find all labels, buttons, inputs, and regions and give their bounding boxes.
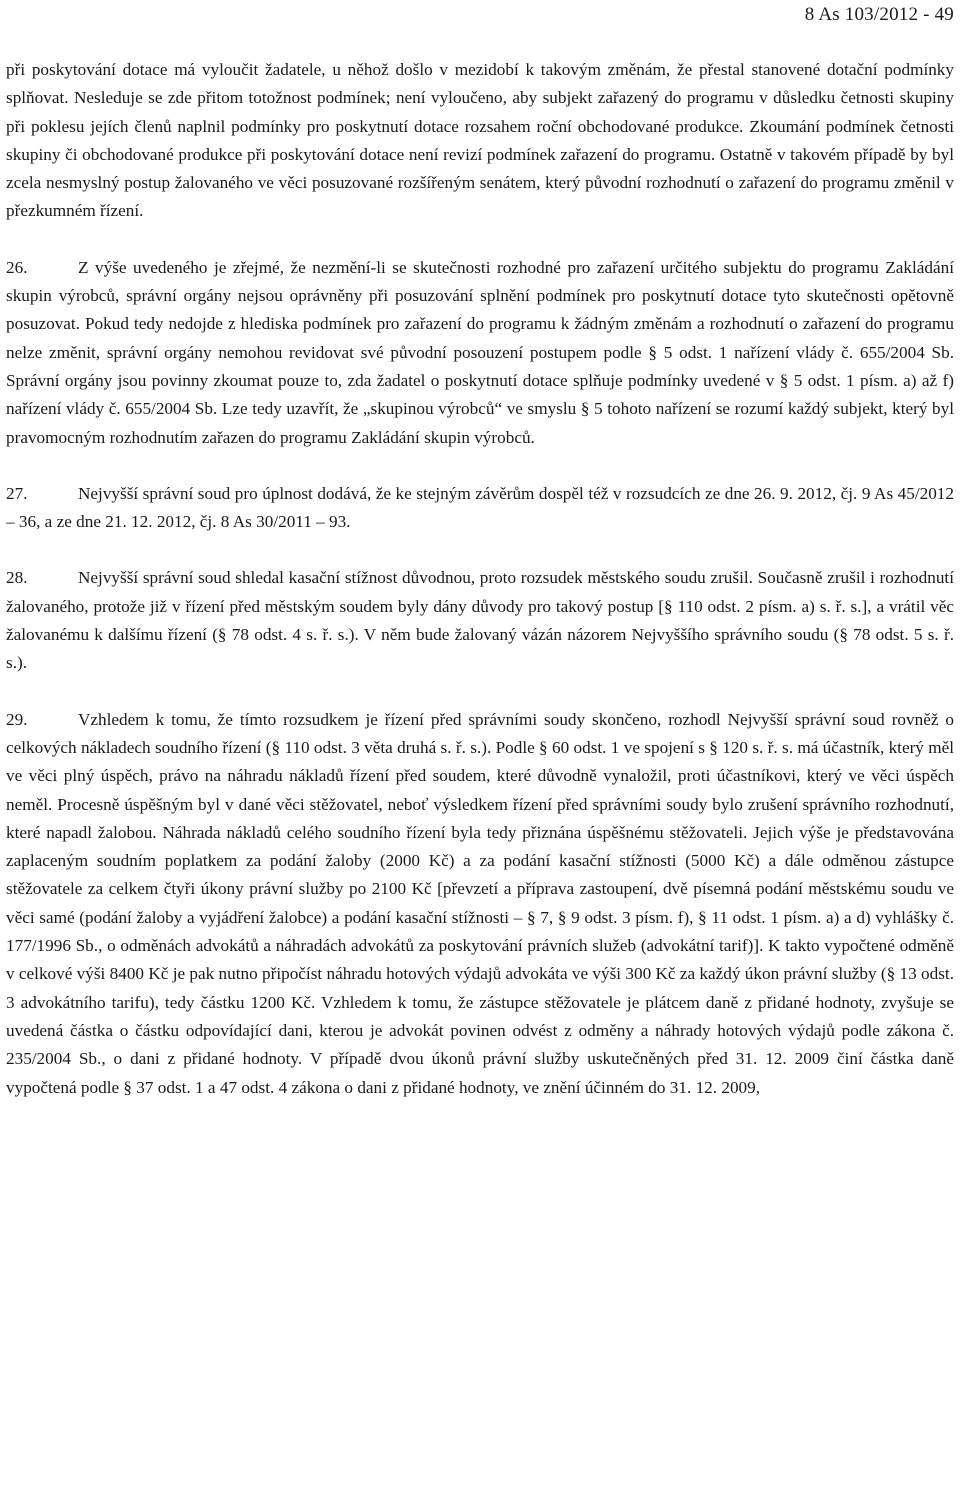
paragraph-27 (6, 480, 954, 537)
paragraph-text: při poskytování dotace má vyloučit žadatele, u něhož došlo v mezidobí k takovým změnám, že přestal stanovené dotační podmínky splňovat. Nesleduje se zde přitom totožnost podmínek; není vyloučeno, aby subjekt zařazený do programu v důsledku četnosti skupiny při poklesu jejích členů naplnil podmínky pro poskytnutí dotace rozsahem roční obchodované produkce. Zkoumání podmínek četnosti skupiny či obchodované produkce při poskytování dotace není revizí podmínek zařazení do programu. Ostatně v takovém případě by byl zcela nesmyslný postup žalovaného ve věci posuzované rozšířeným senátem, který původní rozhodnutí o zařazení do programu změnil v přezkumném řízení. (6, 60, 954, 221)
document-body (6, 56, 954, 1102)
paragraph-text: Vzhledem k tomu, že tímto rozsudkem je řízení před správními soudy skončeno, rozhodl Nejvyšší správní soud rovněž o celkových nákladech soudního řízení (§ 110 odst. 3 věta druhá s. ř. s.). Podle § 60 odst. 1 ve spojení s § 120 s. ř. s. má účastník, který měl ve věci plný úspěch, právo na náhradu nákladů řízení před soudem, které důvodně vynaložil, proti účastníkovi, který ve věci úspěch neměl. Procesně úspěšným byl v dané věci stěžovatel, neboť výsledkem řízení před správními soudy bylo zrušení správního rozhodnutí, které napadl žalobou. Náhrada nákladů celého soudního řízení byla tedy přiznána úspěšnému stěžovateli. Jejich výše je představována zaplaceným soudním poplatkem za podání žaloby (2000 Kč) a za podání kasační stížnosti (5000 Kč) a dále odměnou zástupce stěžovatele za celkem čtyři úkony právní služby po 2100 Kč [převzetí a příprava zastoupení, dvě písemná podání městskému soudu ve věci samé (podání žaloby a vyjádření žalobce) a podání kasační stížnosti – § 7, § 9 odst. 3 písm. f), § 11 odst. 1 písm. a) a d) vyhlášky č. 177/1996 Sb., o odměnách advokátů a náhradách advokátů za poskytování právních služeb (advokátní tarif)]. K takto vypočtené odměně v celkové výši 8400 Kč je pak nutno připočíst náhradu hotových výdajů advokáta ve výši 300 Kč za každý úkon právní služby (§ 13 odst. 3 advokátního tarifu), tedy částku 1200 Kč. Vzhledem k tomu, že zástupce stěžovatele je plátcem daně z přidané hodnoty, zvyšuje se uvedená částka o částku odpovídající dani, kterou je advokát povinen odvést z odměny a náhrady hotových výdajů podle zákona č. 235/2004 Sb., o dani z přidané hodnoty. V případě dvou úkonů právní služby uskutečněných před 31. 12. 2009 činí částka daně vypočtená podle § 37 odst. 1 a 47 odst. 4 zákona o dani z přidané hodnoty, ve znění účinném do 31. 12. 2009, (6, 709, 954, 1097)
paragraph-28 (6, 564, 954, 677)
paragraph-26 (6, 254, 954, 452)
paragraph-number: 29. (6, 709, 28, 729)
paragraph-number: 28. (6, 568, 28, 588)
paragraph-number: 26. (6, 257, 28, 277)
paragraph-text: Nejvyšší správní soud pro úplnost dodává, že ke stejným závěrům dospěl též v rozsudcích ze dne 26. 9. 2012, čj. 9 As 45/2012 – 36, a ze dne 21. 12. 2012, čj. 8 As 30/2011 – 93. (6, 483, 954, 532)
paragraph-text: Z výše uvedeného je zřejmé, že nezmění-li se skutečnosti rozhodné pro zařazení určitého subjektu do programu Zakládání skupin výrobců, správní orgány nejsou oprávněny při posuzování splnění podmínek pro poskytnutí dotace tyto skutečnosti opětovně posuzovat. Pokud tedy nedojde z hlediska podmínek pro zařazení do programu k žádným změnám a rozhodnutí o zařazení do programu nelze změnit, správní orgány nemohou revidovat své původní posouzení postupem podle § 5 odst. 1 nařízení vlády č. 655/2004 Sb. Správní orgány jsou povinny zkoumat pouze to, zda žadatel o poskytnutí dotace splňuje podmínky uvedené v § 5 odst. 1 písm. a) až f) nařízení vlády č. 655/2004 Sb. Lze tedy uzavřít, že „skupinou výrobců“ ve smyslu § 5 tohoto nařízení se rozumí každý subjekt, který byl pravomocným rozhodnutím zařazen do programu Zakládání skupin výrobců. (6, 257, 954, 447)
paragraph-29 (6, 706, 954, 1102)
paragraph-number: 27. (6, 483, 28, 503)
paragraph-continuation (6, 56, 954, 226)
case-reference-header: 8 As 103/2012 - 49 (804, 4, 954, 25)
paragraph-text: Nejvyšší správní soud shledal kasační stížnost důvodnou, proto rozsudek městského soudu zrušil. Současně zrušil i rozhodnutí žalovaného, protože již v řízení před městským soudem byly dány důvody pro takový postup [§ 110 odst. 2 písm. a) s. ř. s.], a vrátil věc žalovanému k dalšímu řízení (§ 78 odst. 4 s. ř. s.). V něm bude žalovaný vázán názorem Nejvyššího správního soudu (§ 78 odst. 5 s. ř. s.). (6, 568, 954, 673)
